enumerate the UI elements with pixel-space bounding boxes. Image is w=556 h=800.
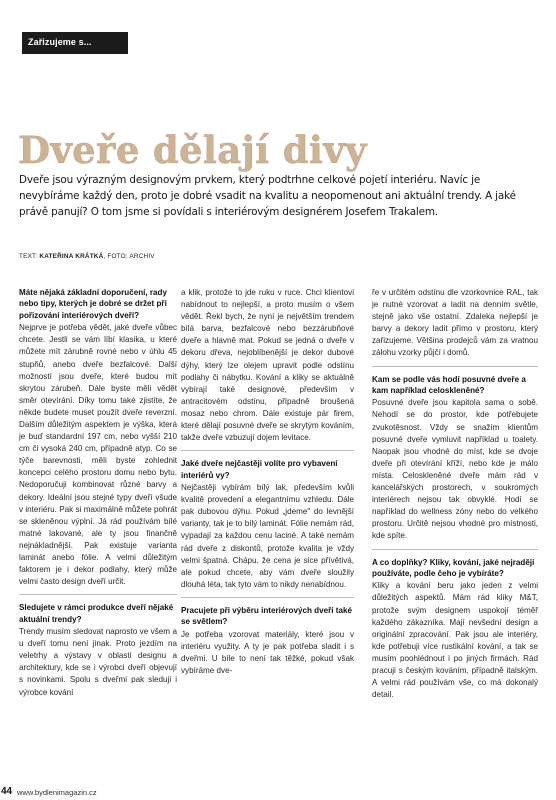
qa-block [181, 450, 354, 591]
interview-answer: Nejprve je potřeba vědět, jaké dveře vůbec chcete. Jestli se vám líbí klasika, u které můžete mít zárubně rovné nebo v úhlu 45 stupňů, anebo dveře bezfalcové. Další možností jsou dveře, které budou mít skrytou zárubeň. Dále byste měli vědět směr otevírání. Díky tomu také zjistíte, že někde budete muset použít dveře reverzní. Dalším důležitým aspektem je výška, která je buď standardní 197 cm, nebo vyšší 210 cm či vysoká 240 cm, případně atyp. Co se týče barevnosti, měli byste zohlednit koncepci celého prostoru domu nebo bytu. Nedoporučuji kombinovat různé barvy a dekory. Ideální jsou stejné typy dveří všude v interiéru. Pak si maximálně můžete pohrát se skleněnou výplní. Já rád používám bílé matné lakované, ale ty jsou finančně nejnákladnější. Pak existuje varianta laminát anebo fólie. A velmi důležitým faktorem je i dekor podlahy, který může velmi často design dveří určit. [19, 323, 177, 587]
interview-question: A co doplňky? Kliky, kování, jaké nejraději používáte, podle čeho je vybíráte? [372, 557, 535, 578]
qa-block [372, 366, 538, 543]
interview-answer: Posuvné dveře jsou kapitola sama o sobě. Nehodí se do prostor, kde potřebujete zvukotěsnost. Vždy se snažím klientům posuvné dveře vymluvit například u toalety. Naopak jsou vhodné do míst, kde se dvoje dveře při otevírání kříží, nebo kde je málo místa. Celoskleněné dveře mám rád v kancelářských prostorech, v soukromých interiérech nejsou tak obvyklé. Hodí se například do wellness zóny nebo do velkého prostoru. Určitě nejsou vhodné pro místnosti, kde spíte. [372, 398, 538, 541]
interview-question: Kam se podle vás hodí posuvné dveře a kam například celoskleněné? [372, 374, 526, 395]
credits-photo: ARCHIV [129, 253, 155, 260]
qa-block [19, 594, 177, 698]
page-footer [0, 786, 556, 800]
section-tag: Zařizujeme s... [22, 32, 128, 54]
website-link[interactable]: www.bydlenimagazin.cz [17, 788, 97, 797]
qa-block [372, 549, 538, 702]
interview-question: Pracujete při výběru interiérových dveří také se světlem? [181, 605, 352, 627]
credits-photo-label: , FOTO: [103, 253, 130, 260]
interview-question: Jaké dveře nejčastěji volíte pro vybavení interiérů vy? [181, 459, 338, 480]
page-number: 44 [1, 786, 13, 797]
article-headline: Dveře dělají divy [18, 128, 367, 172]
qa-block [181, 287, 354, 444]
interview-answer: a klik, protože to jde ruku v ruce. Chci klientovi nabídnout to nejlepší, a proto musím o všem vědět. Řekl bych, že nyní je největším trendem bílá barva, bezfalcové nebo bezzárubňové dveře a hlavně mat. Pokud se jedná o dveře v dekoru dřeva, nejoblíbenější je dekor dubové dýhy, který lze olejem upravit podle odstínu podlahy či nábytku. Kování a kliky se aktuálně vybírají také designové, především v antracitovém odstínu, případně broušená mosaz nebo chrom. Dále existuje pár firem, které dělají posuvné dveře se skrytým kováním, takže dveře vzbuzují dojem levitace. [181, 288, 354, 443]
credits-text-label: TEXT: [19, 253, 40, 260]
credits-author: KATEŘINA KRÁTKÁ [39, 253, 104, 260]
article-lead: Dveře jsou výrazným designovým prvkem, který podtrhne celkové pojetí interiéru. Navíc je nevybíráme každý den, proto je dobré vsadit na kvalitu a neopomenout ani aktuální trendy. A jaké právě panují? O tom jsme si povídali s interiérovým designérem Josefem Trakalem. [19, 174, 516, 218]
column-1 [19, 287, 177, 699]
interview-answer: Trendy musím sledovat naprosto ve všem a u dveří tomu není jinak. Proto jezdím na veletrhy a výstavy v oblasti designu a architektury, kde se i výrobci dveří objevují s novinkami. Spolu s dveřmi pak sleduji i výrobce kování [19, 627, 177, 697]
qa-block [181, 597, 354, 677]
interview-answer: Je potřeba vzorovat materiály, které jsou v interiéru využity. A ty je pak potřeba sladit i s dveřmi. U bíle to není tak těžké, pokud však vybíráme dve- [181, 629, 354, 675]
interview-answer: Kliky a kování beru jako jeden z velmi důležitých aspektů. Mám rád kliky M&T, protože svým designem uspokojí téměř každého zákazníka. Mají nevšední design a originální zpracování. Pak jsou ale interiéry, kde potřebuji více rustikální kování, a tak se musím poohlédnout i po jiných firmách. Rád pracuji s českým kováním, případně italským. A velmi rád používám vše, co má dokonalý detail. [372, 581, 538, 700]
interview-question: Máte nějaká základní doporučení, rady nebo tipy, kterých je dobré se držet při pořizování interiérových dveří? [19, 288, 167, 320]
interview-answer: ře v určitém odstínu dle vzorkovnice RAL, tak je nutné vzorovat a ladit na denním světle, stejně jako vše ostatní. Zdaleka nejlepší je barvy a dekory ladit přímo v prostoru, který zařizujeme. Většina prodejců vám za vratnou zálohu vzorky půjčí i domů. [372, 288, 538, 358]
interview-answer: Nejčastěji vybírám bílý lak, především kvůli kvalitě provedení a elegantnímu vzhledu. Dále pak dubovou dýhu. Pokud „jdeme" do levnější varianty, tak je to bílý laminát. Fólie nemám rád, vypadají za každou cenu laciné. A také nemám rád dveře z diskontů, protože kvalita je vždy velmi špatná. Chápu, že cena je sice přívětivá, ale pokud chcete, aby vám dveře sloužily dlouhá léta, tak tyto vám to nikdy nenabídnou. [181, 483, 354, 589]
qa-block [19, 287, 177, 588]
qa-block [372, 287, 538, 360]
interview-question: Sledujete v rámci produkce dveří nějaké aktuální trendy? [19, 603, 174, 624]
article-credits [19, 253, 539, 261]
column-2 [181, 287, 354, 677]
column-3 [372, 287, 538, 701]
